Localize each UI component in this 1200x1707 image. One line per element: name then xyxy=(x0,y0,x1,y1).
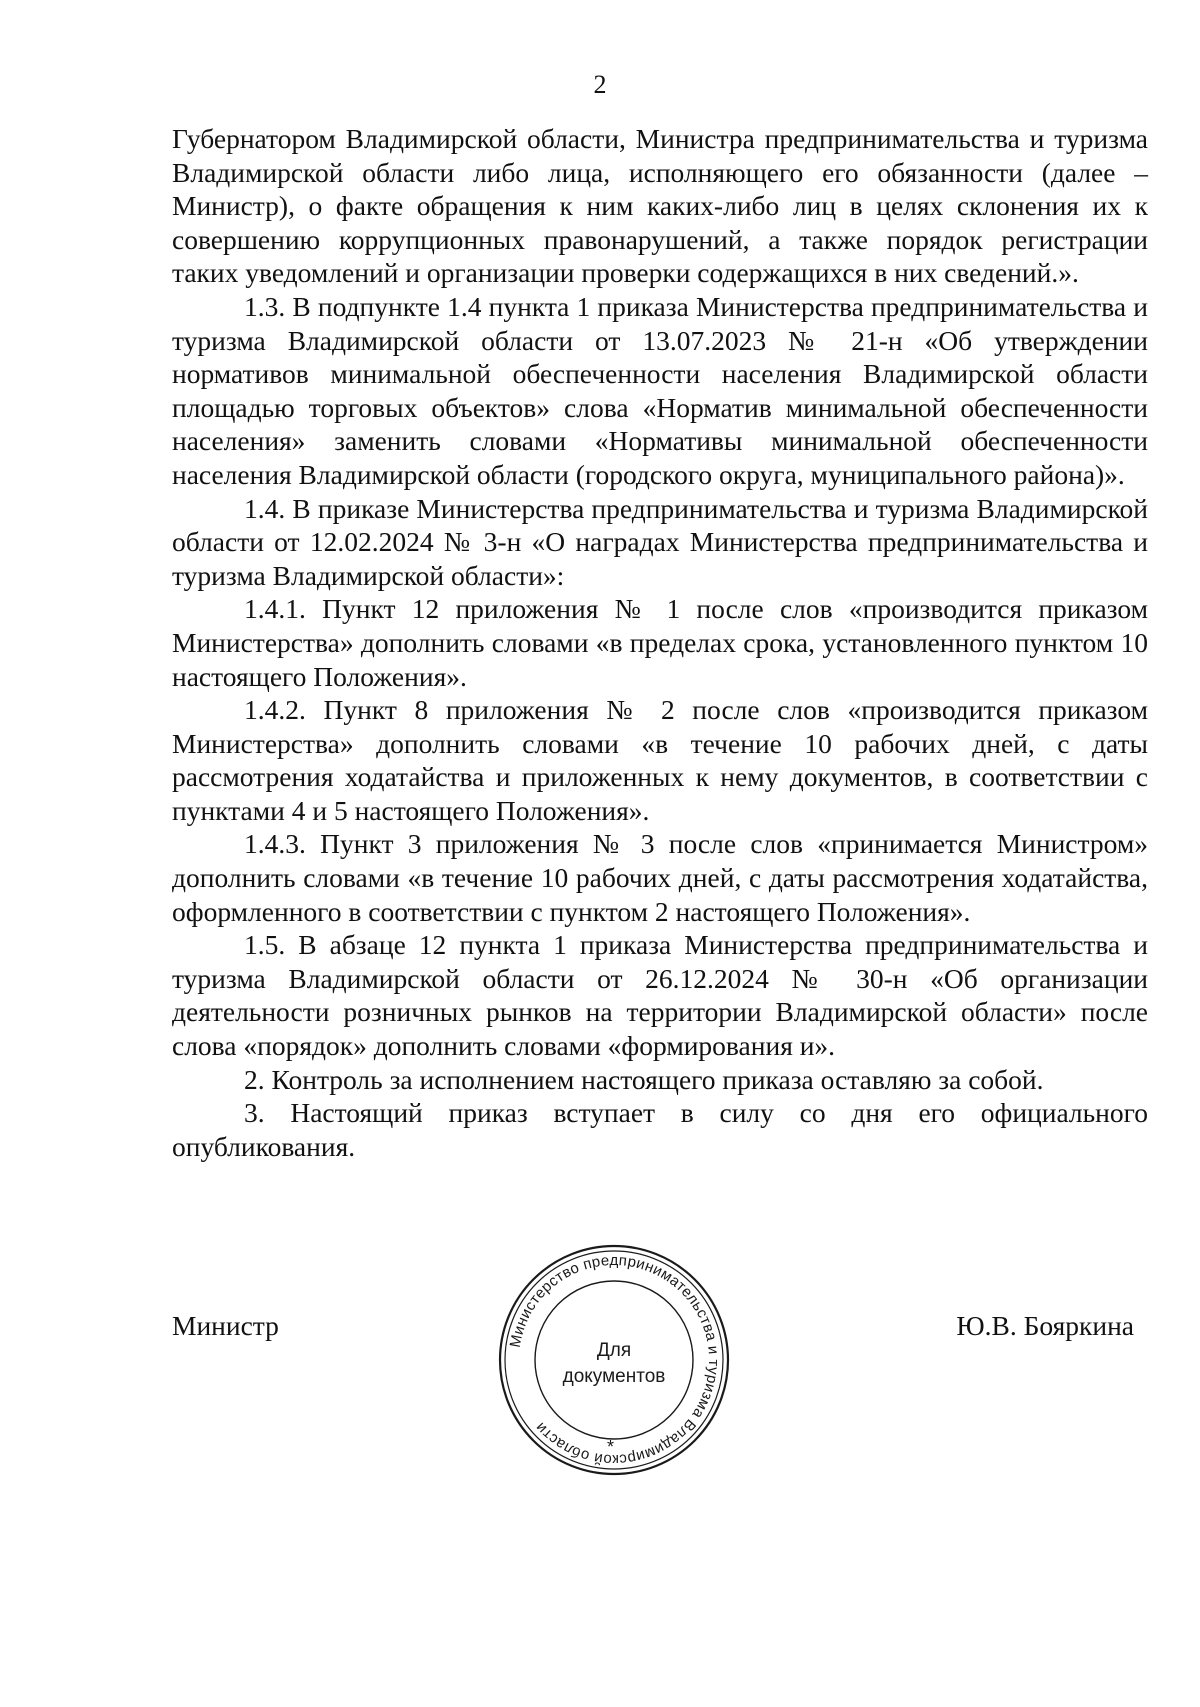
paragraph-continuation: Губернатором Владимирской области, Министра предпринимательства и туризма Владимирской области либо лица, исполняющего его обязанности (далее – Министр), о факте обращения к ним каких-либо лиц в целях склонения их к совершению коррупционных правонарушений, а также порядок регистрации таких уведомлений и организации проверки содержащихся в них сведений.». xyxy=(172,123,1148,289)
seal-center-line-2: документов xyxy=(562,1366,666,1387)
signature-title: Министр xyxy=(172,1310,279,1341)
document-body xyxy=(172,122,1148,1163)
paragraph-1-4: 1.4. В приказе Министерства предпринимательства и туризма Владимирской области от 12.02.2024 № 3-н «О наградах Министерства предпринимательства и туризма Владимирской области»: xyxy=(172,492,1148,591)
seal-center-line-1: Для xyxy=(596,1340,632,1361)
paragraph-1-5: 1.5. В абзаце 12 пункта 1 приказа Министерства предпринимательства и туризма Владимирской области от 26.12.2024 № 30-н «Об организации деятельности розничных рынков на территории Владимирской области» после слова «порядок» дополнить словами «формирования и». xyxy=(172,929,1148,1062)
paragraph-1-4-1: 1.4.1. Пункт 12 приложения № 1 после слов «производится приказом Министерства» дополнить словами «в пределах срока, установленного пунктом 10 настоящего Положения». xyxy=(172,593,1148,692)
paragraph-2: 2. Контроль за исполнением настоящего приказа оставляю за собой. xyxy=(244,1063,1044,1095)
paragraph-1-4-3: 1.4.3. Пункт 3 приложения № 3 после слов «принимается Министром» дополнить словами «в течение 10 рабочих дней, с даты рассмотрения ходатайства, оформленного в соответствии с пунктом 2 настоящего Положения». xyxy=(172,828,1148,927)
official-seal xyxy=(494,1240,734,1480)
seal-star: * xyxy=(607,1437,615,1457)
seal-ring-text-path: Министерство предпринимательства и туризма Владимирской области xyxy=(506,1251,723,1469)
paragraph-1-3: 1.3. В подпункте 1.4 пункта 1 приказа Министерства предпринимательства и туризма Владимирской области от 13.07.2023 № 21-н «Об утверждении нормативов минимальной обеспеченности населения Владимирской области площадью торговых объектов» слова «Норматив минимальной обеспеченности населения» заменить словами «Нормативы минимальной обеспеченности населения Владимирской области (городского округа, муниципального района)». xyxy=(172,290,1148,490)
page-number: 2 xyxy=(593,70,607,99)
signature-name: Ю.В. Бояркина xyxy=(956,1310,1134,1341)
seal-graphic xyxy=(494,1240,734,1480)
paragraph-1-4-2: 1.4.2. Пункт 8 приложения № 2 после слов «производится приказом Министерства» дополнить словами «в течение 10 рабочих дней, с даты рассмотрения ходатайства и приложенных к нему документов, в соответствии с пунктами 4 и 5 настоящего Положения». xyxy=(172,694,1148,826)
paragraph-3: 3. Настоящий приказ вступает в силу со дня его официального опубликования. xyxy=(172,1097,1148,1162)
